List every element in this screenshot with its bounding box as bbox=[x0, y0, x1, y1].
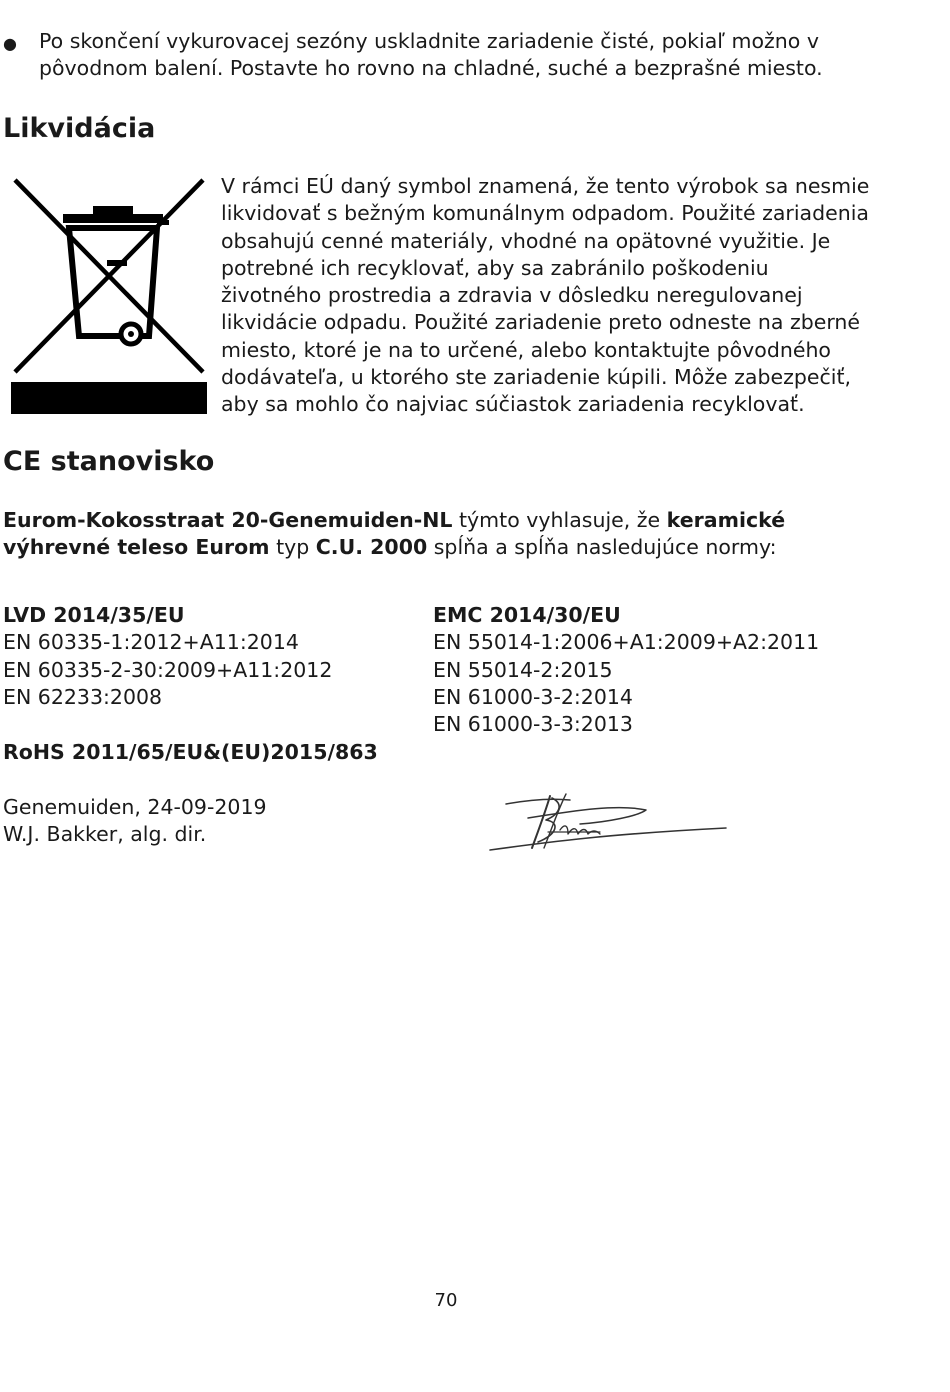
declaration-type-text: typ bbox=[269, 535, 316, 560]
standard-item: EN 60335-2-30:2009+A11:2012 bbox=[3, 657, 333, 682]
disposal-line: dodávateľa, u ktorého ste zariadenie kúpili. Môže zabezpečiť, bbox=[221, 365, 851, 390]
product-name-part2: výhrevné teleso Eurom bbox=[3, 535, 270, 560]
disposal-line: likvidácie odpadu. Použité zariadenie preto odneste na zberné bbox=[221, 310, 861, 335]
storage-line-2: pôvodnom balení. Postavte ho rovno na chladné, suché a bezprašné miesto. bbox=[39, 56, 823, 81]
signatory-name: W.J. Bakker, alg. dir. bbox=[3, 822, 207, 847]
disposal-line: likvidovať s bežným komunálnym odpadom. Použité zariadenia bbox=[221, 201, 869, 226]
disposal-line: miesto, ktoré je na to určené, alebo kontaktujte pôvodného bbox=[221, 337, 831, 362]
disposal-line: obsahujú cenné materiály, vhodné na opätovné využitie. Je bbox=[221, 228, 831, 253]
lvd-title: LVD 2014/35/EU bbox=[3, 603, 185, 627]
disposal-paragraph bbox=[221, 173, 869, 419]
rohs-standard: RoHS 2011/65/EU&(EU)2015/863 bbox=[3, 740, 378, 764]
page-number: 70 bbox=[434, 1290, 458, 1311]
standard-item: EN 55014-2:2015 bbox=[433, 657, 613, 682]
bullet-dot: ● bbox=[3, 34, 17, 53]
signature-block bbox=[3, 794, 267, 849]
handwritten-signature bbox=[488, 790, 733, 856]
disposal-line: potrebné ich recyklovať, aby sa zabránilo poškodeniu bbox=[221, 255, 769, 280]
company-address: Eurom-Kokosstraat 20-Genemuiden-NL bbox=[3, 508, 453, 532]
crossed-out-wheelie-bin-icon bbox=[11, 176, 207, 414]
disposal-line: aby sa mohlo čo najviac súčiastok zariadenia recyklovať. bbox=[221, 392, 805, 417]
standard-item: EN 61000-3-2:2014 bbox=[433, 684, 633, 709]
product-name-part1: keramické bbox=[666, 508, 786, 532]
declaration-text: týmto vyhlasuje, že bbox=[452, 508, 667, 532]
model-number: C.U. 2000 bbox=[315, 535, 428, 560]
emc-standards bbox=[433, 602, 819, 738]
standard-item: EN 55014-1:2006+A1:2009+A2:2011 bbox=[433, 630, 820, 655]
disposal-line: V rámci EÚ daný symbol znamená, že tento výrobok sa nesmie bbox=[221, 174, 870, 198]
emc-title: EMC 2014/30/EU bbox=[433, 603, 621, 627]
standard-item: EN 61000-3-3:2013 bbox=[433, 712, 633, 737]
storage-line-1: Po skončení vykurovacej sezóny uskladnite zariadenie čisté, pokiaľ možno v bbox=[39, 29, 819, 53]
ce-heading: CE stanovisko bbox=[3, 446, 215, 477]
place-date: Genemuiden, 24-09-2019 bbox=[3, 795, 267, 819]
declaration-end-text: spĺňa a spĺňa nasledujúce normy: bbox=[427, 535, 777, 560]
storage-instruction bbox=[39, 28, 823, 83]
standard-item: EN 62233:2008 bbox=[3, 684, 163, 709]
disposal-heading: Likvidácia bbox=[3, 113, 156, 144]
disposal-line: životného prostredia a zdravia v dôsledku neregulovanej bbox=[221, 283, 803, 308]
lvd-standards bbox=[3, 602, 332, 711]
ce-declaration bbox=[3, 507, 785, 562]
standard-item: EN 60335-1:2012+A11:2014 bbox=[3, 630, 299, 655]
